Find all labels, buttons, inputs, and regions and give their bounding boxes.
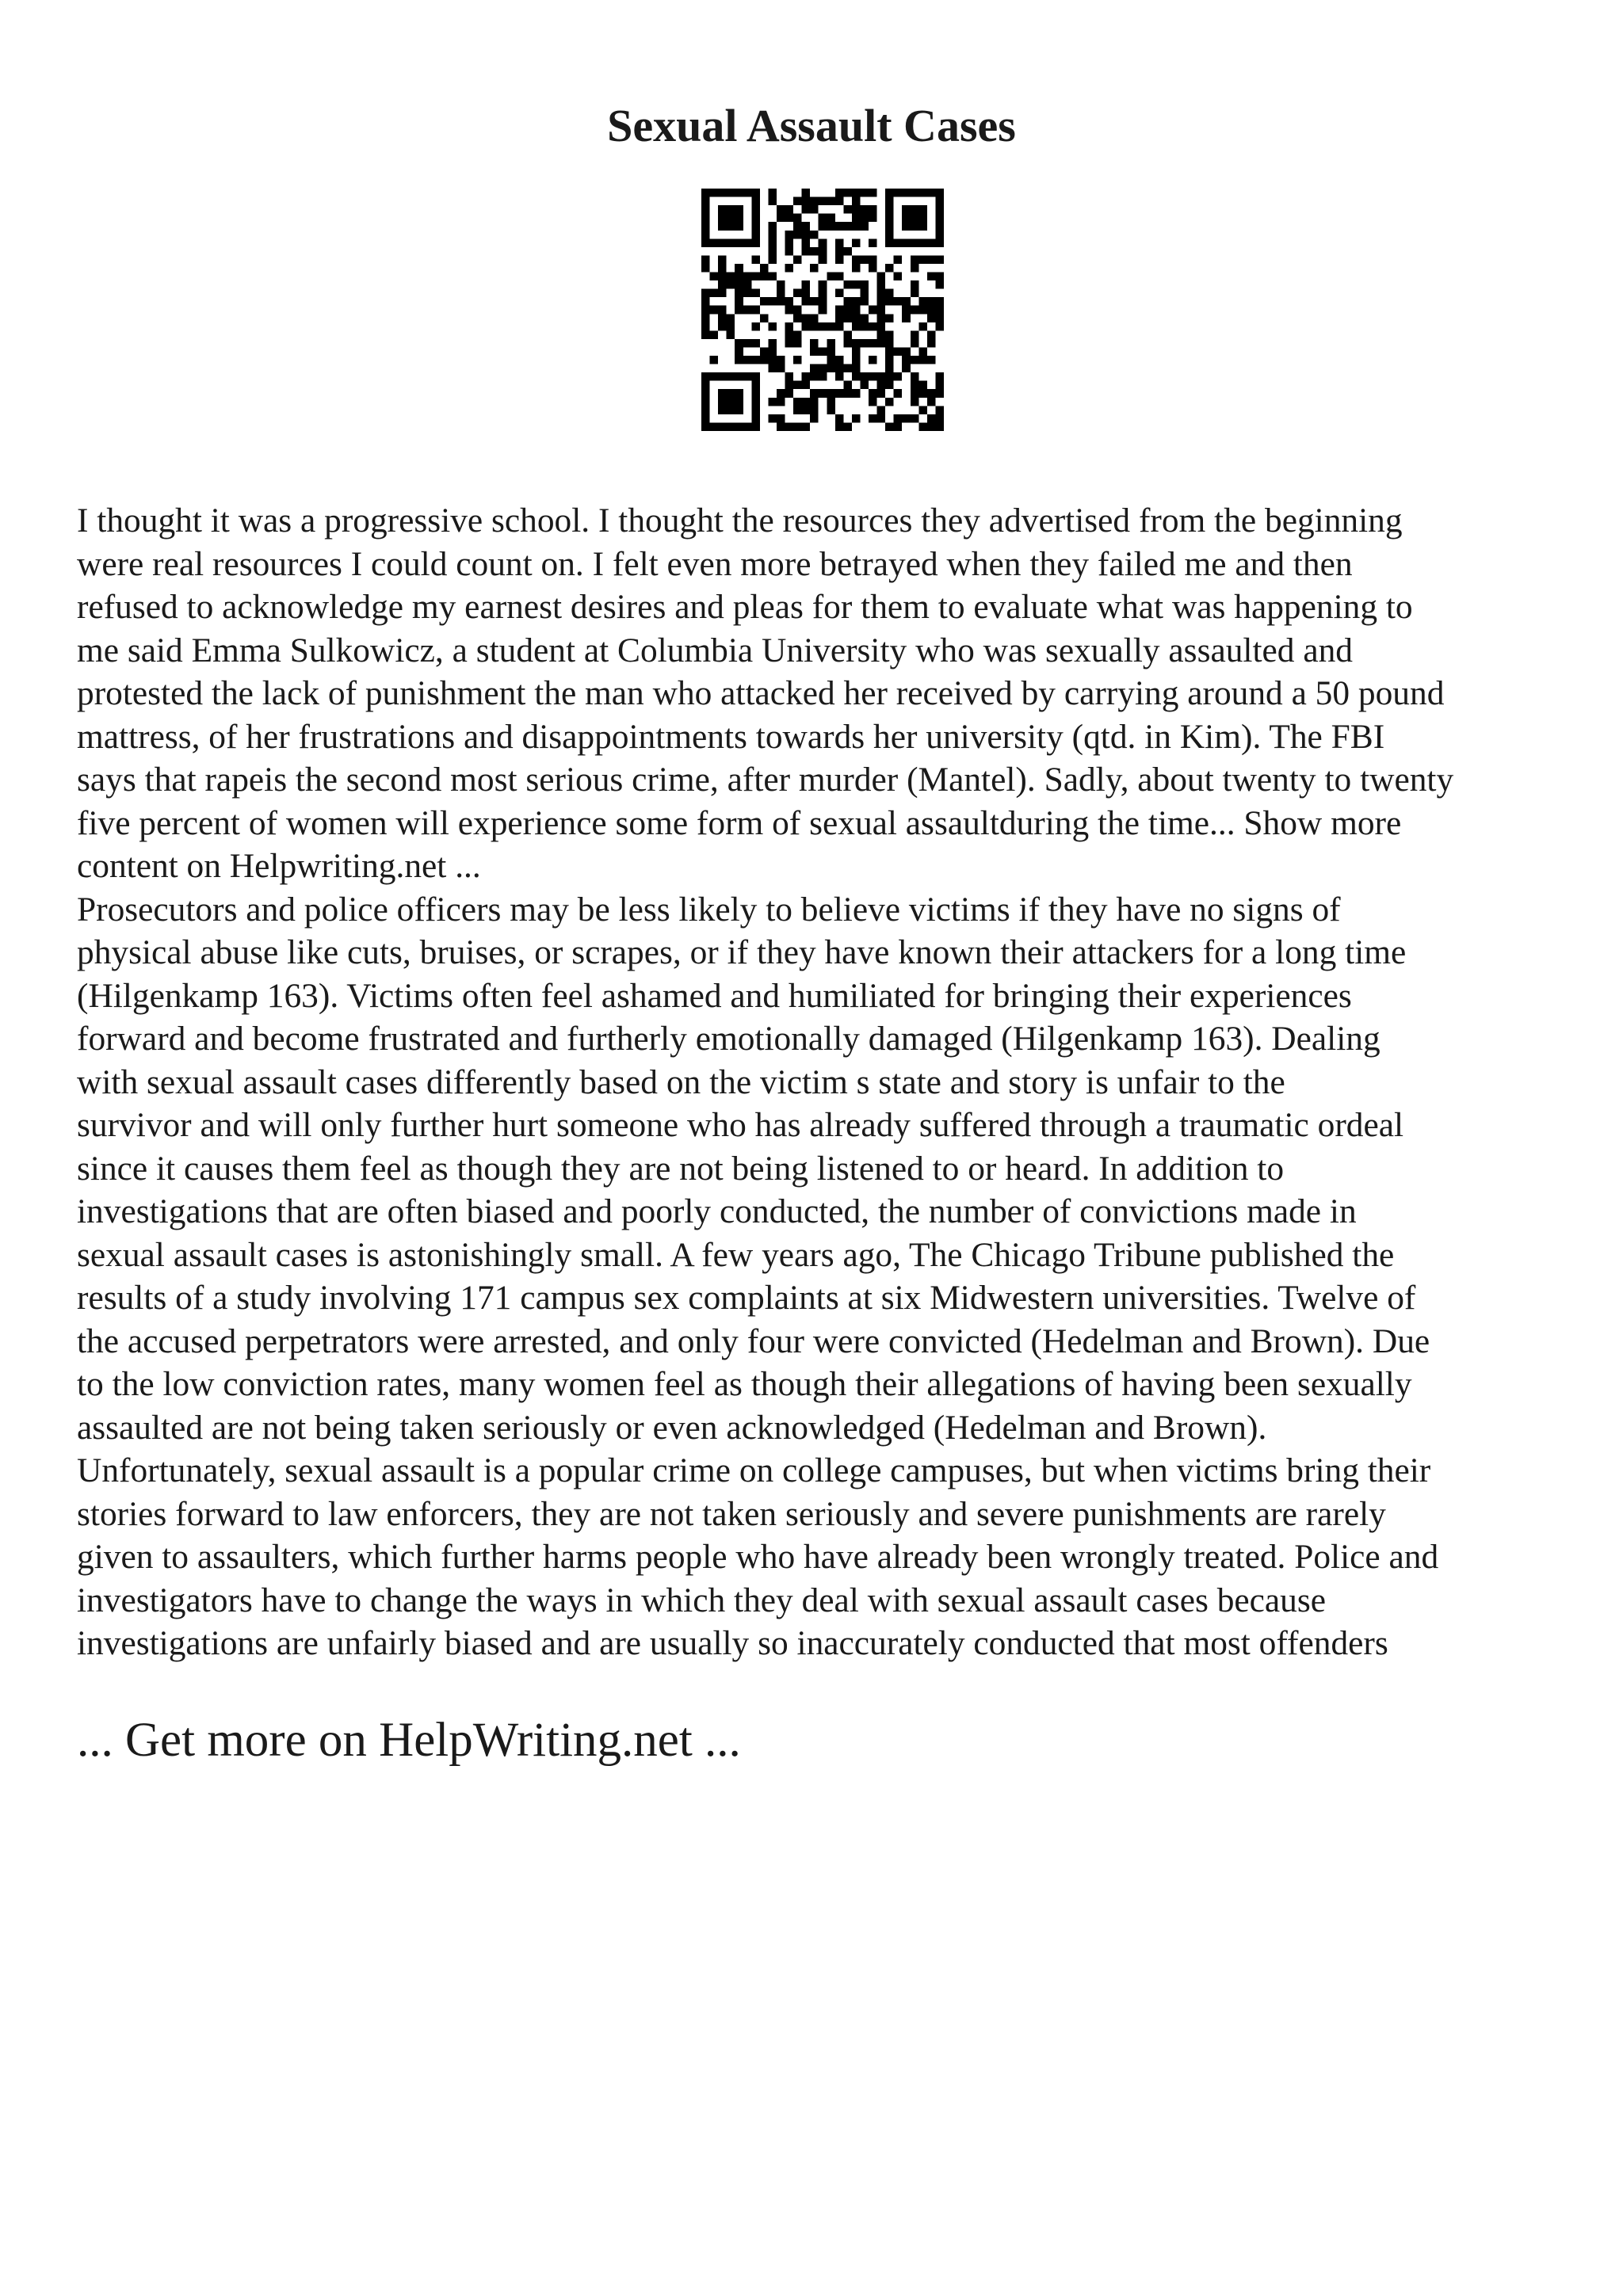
- text-line: sexual assault cases is astonishingly small. A few years ago, The Chicago Tribune published the: [77, 1235, 1395, 1274]
- text-line: given to assaulters, which further harms people who have already been wrongly treated. Police and: [77, 1538, 1439, 1576]
- text-line: Prosecutors and police officers may be less likely to believe victims if they have no signs of: [77, 890, 1341, 929]
- text-line: physical abuse like cuts, bruises, or scrapes, or if they have known their attackers for a long time: [77, 933, 1407, 971]
- text-line: forward and become frustrated and furtherly emotionally damaged (Hilgenkamp 163). Dealing: [77, 1020, 1381, 1058]
- text-line: investigations are unfairly biased and are usually so inaccurately conducted that most offenders: [77, 1624, 1388, 1662]
- text-line: the accused perpetrators were arrested, and only four were convicted (Hedelman and Brown). Due: [77, 1322, 1430, 1360]
- text-line: results of a study involving 171 campus sex complaints at six Midwestern universities. Twelve of: [77, 1279, 1416, 1317]
- text-line: with sexual assault cases differently based on the victim s state and story is unfair to the: [77, 1062, 1285, 1101]
- get-more-link[interactable]: ... Get more on HelpWriting.net ...: [77, 1714, 741, 1767]
- paragraph-2: [77, 888, 1567, 1665]
- text-line: mattress, of her frustrations and disappointments towards her university (qtd. in Kim). The FBI: [77, 717, 1385, 756]
- text-line: stories forward to law enforcers, they are not taken seriously and severe punishments are rarely: [77, 1494, 1386, 1533]
- document-title: Sexual Assault Cases: [607, 100, 1016, 151]
- text-line: refused to acknowledge my earnest desires and pleas for them to evaluate what was happening to: [77, 588, 1413, 626]
- text-line: five percent of women will experience some form of sexual assaultduring the time... Show more: [77, 803, 1402, 842]
- text-line: since it causes them feel as though they are not being listened to or heard. In addition to: [77, 1149, 1285, 1188]
- text-line: survivor and will only further hurt someone who has already suffered through a traumatic ordeal: [77, 1106, 1404, 1144]
- paragraph-1: [77, 499, 1567, 888]
- text-line: content on Helpwriting.net ...: [77, 847, 481, 885]
- text-line: Unfortunately, sexual assault is a popular crime on college campuses, but when victims bring their: [77, 1451, 1431, 1489]
- text-line: (Hilgenkamp 163). Victims often feel ashamed and humiliated for bringing their experiences: [77, 976, 1352, 1015]
- qr-code-icon: [701, 189, 944, 431]
- document-body: [77, 499, 1567, 1665]
- text-line: protested the lack of punishment the man who attacked her received by carrying around a 50 pound: [77, 674, 1445, 712]
- text-line: investigations that are often biased and poorly conducted, the number of convictions made in: [77, 1192, 1357, 1230]
- text-line: says that rapeis the second most serious crime, after murder (Mantel). Sadly, about twenty to twenty: [77, 761, 1454, 799]
- text-line: were real resources I could count on. I felt even more betrayed when they failed me and then: [77, 544, 1353, 583]
- text-line: investigators have to change the ways in which they deal with sexual assault cases because: [77, 1581, 1327, 1619]
- text-line: I thought it was a progressive school. I thought the resources they advertised from the beginning: [77, 502, 1403, 540]
- text-line: assaulted are not being taken seriously or even acknowledged (Hedelman and Brown).: [77, 1408, 1267, 1447]
- text-line: to the low conviction rates, many women feel as though their allegations of having been sexually: [77, 1365, 1412, 1403]
- text-line: me said Emma Sulkowicz, a student at Columbia University who was sexually assaulted and: [77, 631, 1353, 669]
